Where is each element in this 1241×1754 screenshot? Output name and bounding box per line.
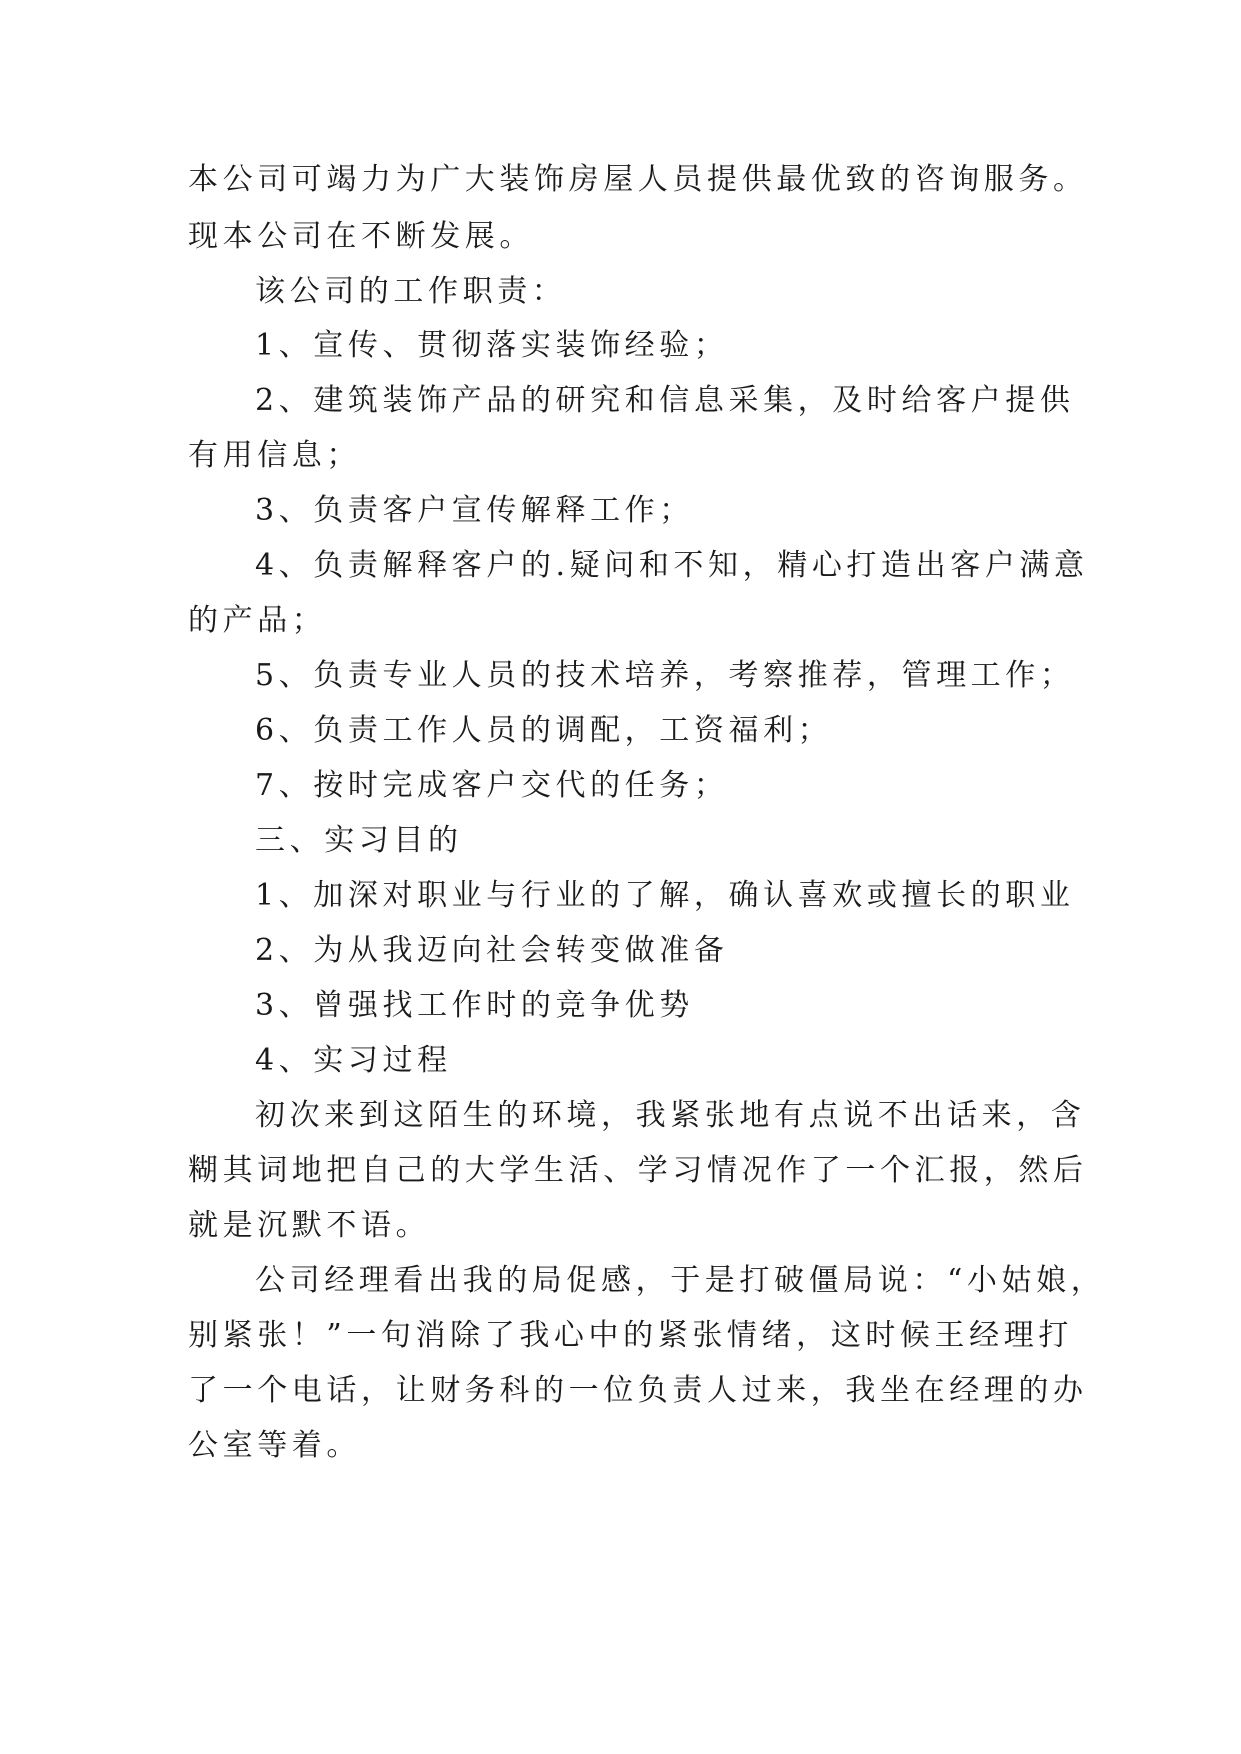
paragraph-line: 别紧张！”一句消除了我心中的紧张情绪，这时候王经理打 [188, 1318, 1073, 1353]
text-line: 现本公司在不断发展。 [188, 219, 534, 254]
paragraph-line: 公室等着。 [188, 1428, 361, 1463]
list-item: 7、按时完成客户交代的任务； [255, 768, 729, 803]
list-item: 4、实习过程 [255, 1043, 452, 1078]
list-item: 2、为从我迈向社会转变做准备 [255, 933, 729, 968]
list-item: 3、负责客户宣传解释工作； [255, 493, 694, 528]
list-item: 2、建筑装饰产品的研究和信息采集，及时给客户提供 [255, 383, 1075, 418]
section-heading: 三、实习目的 [255, 823, 463, 858]
list-item: 6、负责工作人员的调配，工资福利； [255, 713, 833, 748]
text-line: 本公司可竭力为广大装饰房屋人员提供最优致的咨询服务。 [188, 162, 1088, 197]
list-item: 1、宣传、贯彻落实装饰经验； [255, 328, 729, 363]
paragraph-line: 糊其词地把自己的大学生活、学习情况作了一个汇报，然后 [188, 1153, 1088, 1188]
paragraph-line: 公司经理看出我的局促感，于是打破僵局说：“小姑娘， [255, 1263, 1106, 1298]
list-item: 5、负责专业人员的技术培养，考察推荐，管理工作； [255, 658, 1075, 693]
text-line: 该公司的工作职责： [255, 274, 567, 309]
list-item: 3、曾强找工作时的竞争优势 [255, 988, 694, 1023]
list-item: 1、加深对职业与行业的了解，确认喜欢或擅长的职业 [255, 878, 1075, 913]
paragraph-line: 就是沉默不语。 [188, 1208, 431, 1243]
list-item: 4、负责解释客户的.疑问和不知，精心打造出客户满意 [255, 548, 1089, 583]
paragraph-line: 初次来到这陌生的环境，我紧张地有点说不出话来，含 [255, 1098, 1086, 1133]
text-line: 有用信息； [188, 438, 361, 473]
paragraph-line: 了一个电话，让财务科的一位负责人过来，我坐在经理的办 [188, 1373, 1088, 1408]
text-line: 的产品； [188, 603, 327, 638]
